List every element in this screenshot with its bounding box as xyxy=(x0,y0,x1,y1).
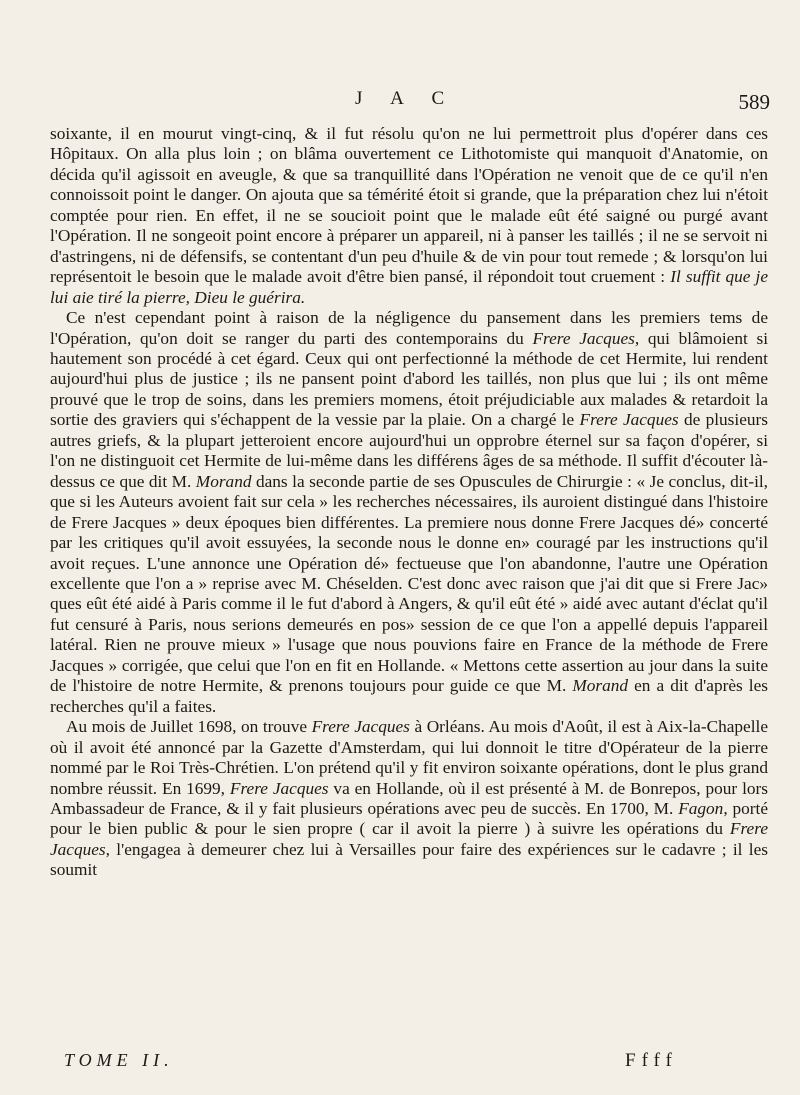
text-run: dans la seconde partie de ses Opuscules de Chirurgie : « Je conclus, dit-il, que si les Auteurs avoient fait sur cela » les recherches nécessaires, ils auroient distingué dans l'histoire de Frere Jacques » deux époques bien différentes. La premiere nous donne Frere Jacques dé» concerté par les critiques qu'il avoit essuyées, la seconde nous le donne en» couragé par les instructions qu'il avoit reçues. L'une annonce une Opération dé» fectueuse que l'on abandonne, l'autre une Opération excellente que l'on a » reprise avec M. Chéselden. C'est donc avec raison que j'ai dit que si Frere Jac» ques eût été aidé à Paris comme il le fut d'abord à Angers, & qu'il eût été » aidé avec autant d'éclat qu'il fut censuré à Paris, nous serions demeurés en pos» session de ce que l'on a appellé depuis l'appareil latéral. Rien ne prouve mieux » l'usage que nous pouvions faire en France de la méthode de Frere Jacques » corrigée, que celui que l'on en fit en Hollande. « Mettons cette assertion au jour dans la suite de l'histoire de notre Hermite, & prenons toujours pour guide ce que M. xyxy=(50,471,768,696)
text-run: Ce n'est cependant point à raison de la négligence du pansement dans les premiers tems de l'Opération, qu'on doit se ranger du parti des contemporains du xyxy=(50,308,768,348)
italic-run: Frere Jacques xyxy=(311,717,410,737)
running-head: J A C xyxy=(355,88,457,109)
text-run: à Orléans. Au mois d'Août, il est à Aix-la-Chapelle où il avoit été annoncé par la Gazette d'Amsterdam, qui lui donnoit le titre d'Opérateur de la pierre nommé par le Roi Très-Chrétien. L'on prétend qu'il y fit environ soixante opérations, dont le plus grand nombre réussit. En 1699, xyxy=(50,717,769,798)
italic-run: Frere Jacques xyxy=(579,410,679,430)
volume-label: TOME II. xyxy=(64,1050,174,1070)
text-run: de plusieurs autres griefs, & la plupart jetteroient encore aujourd'hui un opprobre éternel sur sa façon d'opérer, si l'on ne distinguoit cet Hermite de lui-même dans les différens âges de sa méthode. Il suffit d'écouter là-dessus ce que dit M. xyxy=(50,410,768,491)
text-run: , qui blâmoient si hautement son procédé à cet égard. Ceux qui ont perfectionné la méthode de cet Hermite, lui rendent aujourd'hui plus de justice ; ils ne pansent point d'abord les taillés, non plus que lui ; ils ont même prouvé que le trop de soins, dans les premiers momens, étoit préjudiciable aux malades & retardoit la sortie des graviers qui s'échappent de la vessie par la plaie. On a chargé le xyxy=(50,328,768,430)
italic-run: Il suffit que je lui aie tiré la pierre, Dieu le guérira. xyxy=(50,267,769,307)
italic-run: Frere Jacques xyxy=(229,778,329,798)
paragraph xyxy=(50,308,768,717)
page-header xyxy=(0,88,800,118)
paragraph xyxy=(50,124,768,308)
signature-mark: Ffff xyxy=(625,1050,678,1071)
text-run: Au mois de Juillet 1698, on trouve xyxy=(66,717,312,737)
italic-run: Frere Jacques xyxy=(532,328,635,348)
text-run: en a dit d'après les recherches qu'il a faites. xyxy=(50,676,768,716)
page-footer xyxy=(0,1050,800,1076)
paragraph xyxy=(50,717,768,881)
italic-run: Morand xyxy=(195,471,252,491)
italic-run: Frere Jacques xyxy=(50,819,768,859)
italic-run: Morand xyxy=(572,676,629,696)
body-text xyxy=(50,124,768,881)
text-run: , porté pour le bien public & pour le sien propre ( car il avoit la pierre ) à suivre les opérations du xyxy=(50,798,768,839)
italic-run: Fagon xyxy=(678,798,724,818)
page-number: 589 xyxy=(738,90,770,114)
text-run: va en Hollande, où il est présenté à M. de Bonrepos, pour lors Ambassadeur de France, & il y fait plusieurs opérations avec peu de succès. En 1700, M. xyxy=(50,778,768,818)
text-run: soixante, il en mourut vingt-cinq, & il fut résolu qu'on ne lui permettroit plus d'opérer dans ces Hôpitaux. On alla plus loin ; on blâma ouvertement ce Lithotomiste qui manquoit d'Anatomie, on décida qu'il agissoit en aveugle, & que sa tranquillité dans l'Opération ne venoit que de ce qu'il n'en connoissoit point le danger. On ajouta que sa témérité étoit si grande, que la préparation chez lui n'étoit comptée pour rien. En effet, il ne se soucioit point que le malade eût été saigné ou purgé avant l'Opération. Il ne songeoit point encore à préparer un appareil, ni à panser les taillés ; il ne se servoit ni d'astringens, ni de défensifs, se contentant d'un peu d'huile & de vin pour tout remede ; & lorsqu'on lui représentoit le besoin que le malade avoit d'être bien pansé, il répondoit tout cruement : xyxy=(50,124,768,287)
text-run: , l'engagea à demeurer chez lui à Versailles pour faire des expériences sur le cadavre ; il les soumit xyxy=(50,839,768,880)
